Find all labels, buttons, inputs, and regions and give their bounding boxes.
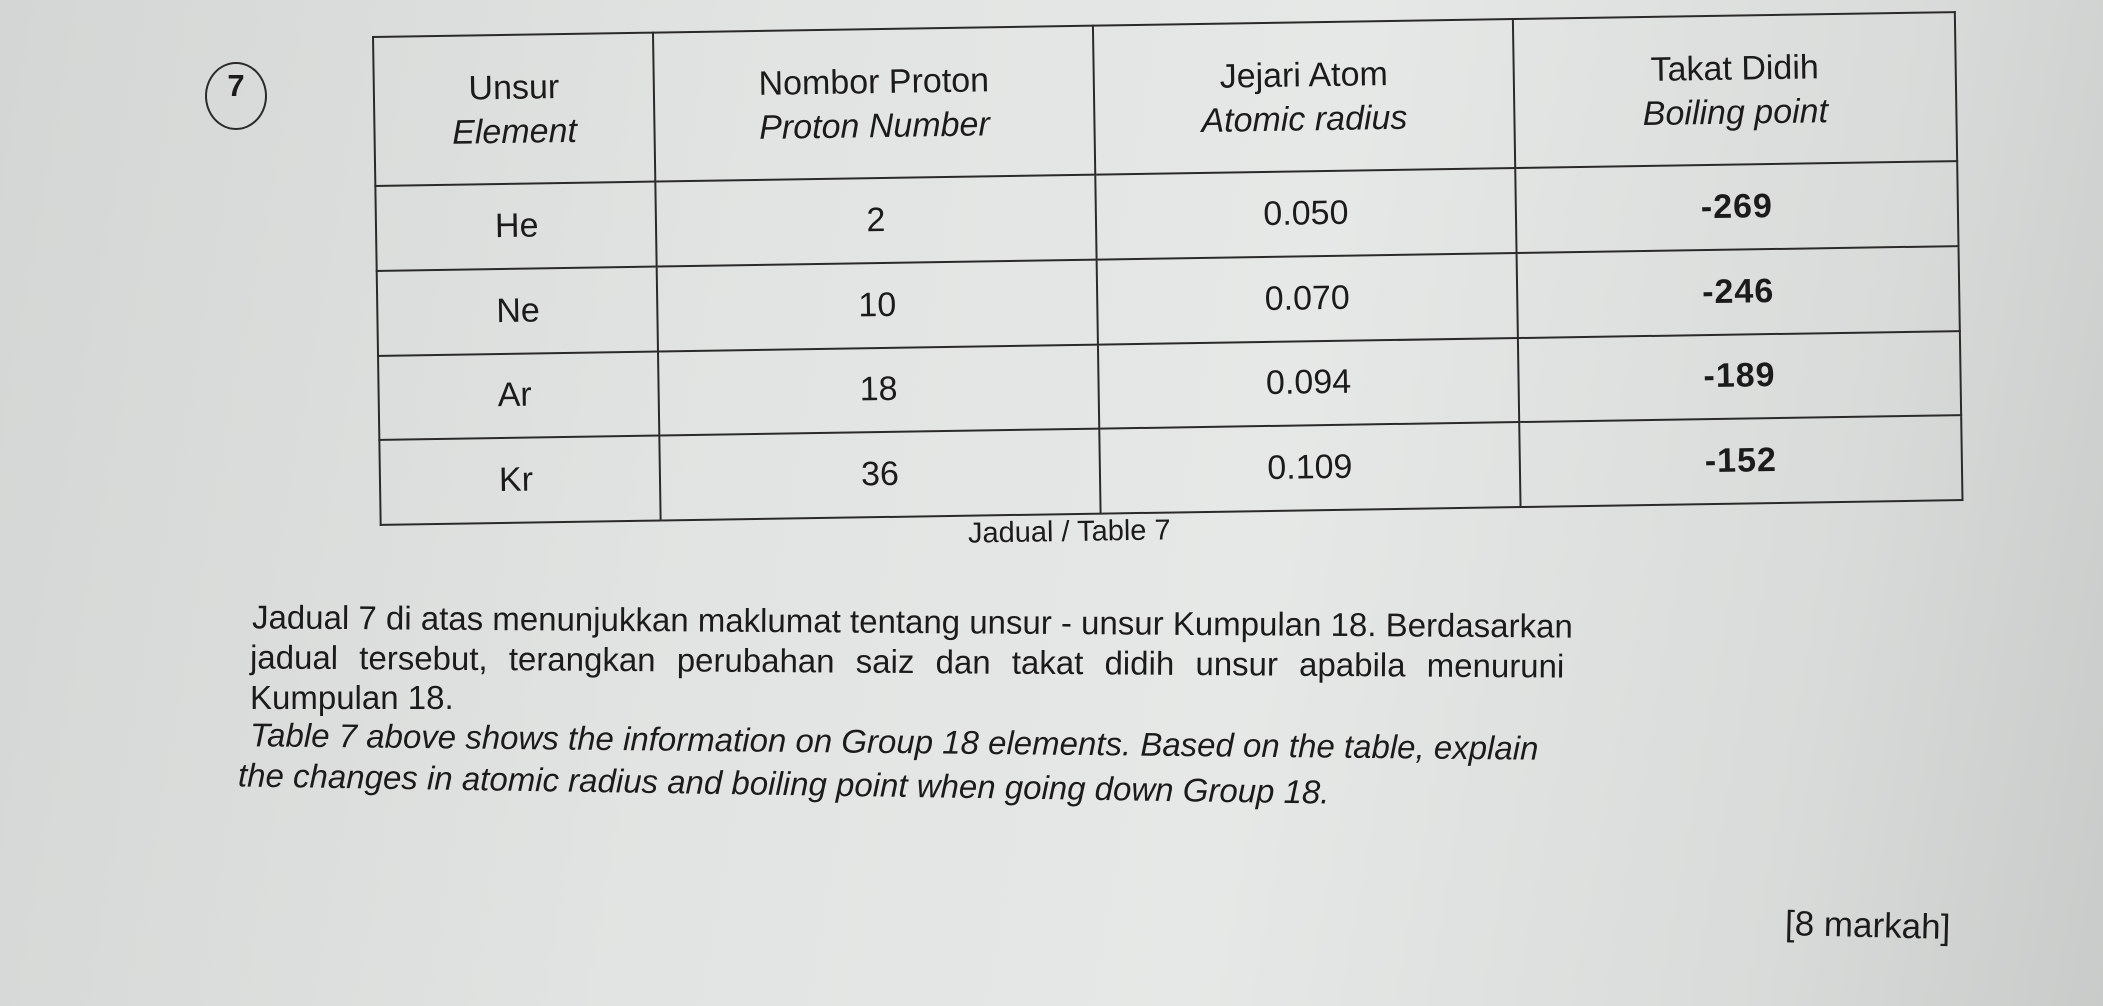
cell-element: He [375, 182, 656, 271]
cell-boiling-point: -246 [1517, 246, 1960, 338]
cell-proton-number: 10 [657, 260, 1098, 352]
cell-boiling-point: -189 [1518, 331, 1961, 423]
question-text-ms-line2: jadual tersebut, terangkan perubahan saiz dan takat didih unsur apabila menuruni [249, 638, 1565, 685]
header-proton-ms: Nombor Proton [758, 60, 990, 103]
cell-boiling-point: -269 [1515, 161, 1958, 253]
header-boiling-en: Boiling point [1642, 91, 1829, 133]
cell-element: Ne [377, 267, 658, 356]
table-header-row [373, 12, 1957, 186]
header-proton-en: Proton Number [758, 104, 991, 147]
header-element-ms: Unsur [468, 67, 560, 108]
table-caption: Jadual / Table 7 [967, 514, 1171, 550]
cell-proton-number: 2 [655, 175, 1096, 267]
cell-atomic-radius: 0.050 [1095, 168, 1516, 259]
cell-element: Ar [378, 351, 659, 440]
header-element-en: Element [451, 111, 578, 152]
header-atomic-radius [1093, 19, 1515, 175]
question-text-en-line1: Table 7 above shows the information on Group 18 elements. Based on the table, explain [249, 716, 1539, 767]
question-text-ms-line1: Jadual 7 di atas menunjukkan maklumat tentang unsur - unsur Kumpulan 18. Berdasarkan [251, 598, 1573, 645]
cell-atomic-radius: 0.109 [1099, 422, 1520, 513]
header-radius-en: Atomic radius [1201, 98, 1408, 140]
data-table-wrapper [372, 11, 1962, 526]
header-element [373, 33, 655, 187]
question-text-en-line2: the changes in atomic radius and boiling point when going down Group 18. [237, 756, 1330, 811]
marks-label: [8 markah] [1784, 903, 1951, 948]
cell-element: Kr [379, 436, 660, 525]
header-boiling-ms: Takat Didih [1650, 47, 1820, 89]
cell-atomic-radius: 0.070 [1097, 253, 1518, 344]
question-number: 7 [205, 62, 267, 130]
cell-atomic-radius: 0.094 [1098, 338, 1519, 429]
header-radius-ms: Jejari Atom [1219, 54, 1389, 96]
cell-boiling-point: -152 [1519, 415, 1962, 507]
header-boiling-point [1513, 12, 1957, 168]
cell-proton-number: 18 [658, 344, 1099, 436]
header-proton-number [653, 26, 1095, 182]
question-text-ms-line3: Kumpulan 18. [250, 679, 454, 716]
cell-proton-number: 36 [659, 429, 1100, 521]
group18-table [372, 11, 1964, 526]
